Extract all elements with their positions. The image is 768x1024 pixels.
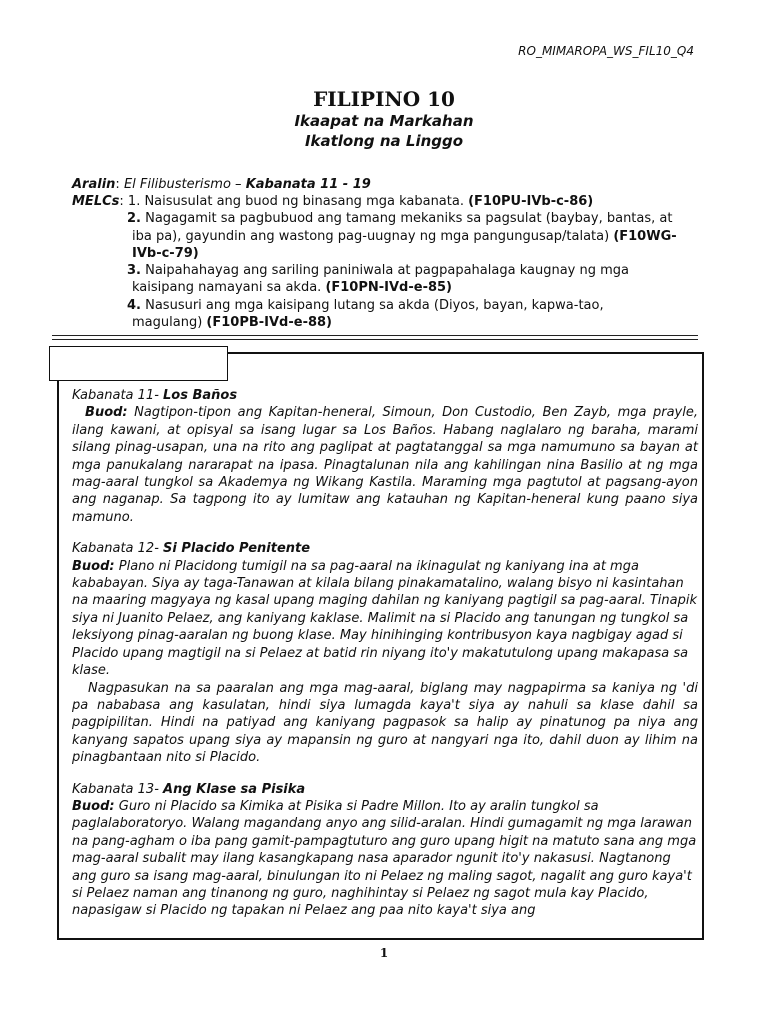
chapter-heading [72,540,698,557]
melc-item-3-cont [72,279,702,296]
melc-item-3 [72,262,702,279]
melc-number: 1. [127,194,141,209]
buod-label: Buod: [72,558,115,574]
page-title: FILIPINO 10 [313,87,455,111]
summary-paragraph [72,680,698,767]
melc-item-2-cont [72,228,702,245]
melcs-block [72,193,702,331]
melc-number: 3. [127,263,141,279]
melc-item-4 [72,297,702,314]
melc-number: 4. [127,297,141,313]
chapter-summary [72,404,698,526]
melc-code: (F10WG- [613,228,677,244]
melcs-label: MELCs [72,194,120,209]
melc-item-4-cont [72,314,702,331]
melc-code: (F10PU-IVb-c-86) [468,194,594,209]
melc-text: Naisusulat ang buod ng binasang mga kabanata. [140,194,469,209]
buod-label: Buod: [72,798,115,814]
aralin-text: El Filibusterismo – [119,177,246,192]
melcs-colon: : [119,194,124,209]
document-code: RO_MIMAROPA_WS_FIL10_Q4 [518,44,694,58]
summary-text: Guro ni Placido sa Kimika at Pisika si Padre Millon. Ito ay aralin tungkol sa paglalaboratoryo. Walang magandang anyo ang silid-aralan. Hindi gumagamit ng mga larawan na pang-agham o iba pang gamit-pampagtuturo ang guro upang higit na matuto sana ang mga mag-aaral subalit may ilang kasangkapang nasa aparador ngunit ito'y nakasusi. Nagtanong ang guro sa isang mag-aaral, binulungan ito ni Pelaez ng maling sagot, nagalit ang guro kaya't si Pelaez naman ang tinanong ng guro, naghihintay si Pelaez ng sagot mula kay Placido, napasigaw si Placido ng tapakan ni Pelaez ang paa nito kaya't siya ang [72,798,697,919]
summary-text: Nagtipon-tipon ang Kapitan-heneral, Simoun, Don Custodio, Ben Zayb, mga prayle, ilang kawani, at opisyal sa isang lugar sa Los Baños. Habang naglalaro ng baraha, marami silang pinag-usapan, una na rito ang paglipat at pagtatanggal sa mga namumuno sa bayan at mga panukalang nararapat na ipasa. Pinagtalunan nila ang kahilingan nina Basilio at ng mga mag-aaral tungkol sa Akademya ng Wikang Kastila. Maraming mga pagtutol at pagsang-ayon ang naganap. Sa tagpong ito ay lumitaw ang katauhan ng Kapitan-heneral kung paano siya mamuno. [72,405,698,525]
melc-text: magulang) [132,315,207,331]
chapter-heading [72,781,698,798]
chapter-summary [72,558,698,680]
melc-item-2-code [72,245,702,262]
divider-line [52,335,698,336]
aralin-colon: : [115,177,120,192]
melc-text: kaisipang namayani sa akda. [132,280,326,296]
melc-text: Nasusuri ang mga kaisipang lutang sa akda (Diyos, bayan, kapwa-tao, [140,297,604,313]
quarter-subtitle: Ikaapat na Markahan [294,112,474,130]
melc-item-1 [72,193,702,210]
aralin-range: Kabanata 11 - 19 [245,177,371,192]
week-subtitle: Ikatlong na Linggo [304,132,464,150]
melc-code: IVb-c-79) [132,245,199,261]
section-label-box [49,346,228,381]
chapter-title: Si Placido Penitente [163,541,311,557]
divider-line [52,339,698,340]
melc-code: (F10PB-IVd-e-88) [206,315,332,331]
melc-code: (F10PN-IVd-e-85) [325,280,452,296]
melc-number: 2. [127,211,141,227]
chapter-prefix: Kabanata 13- [72,781,164,797]
buod-label: Buod: [85,405,128,421]
chapter-summary [72,798,698,920]
melc-text: iba pa), gayundin ang wastong pag-uugnay ng mga pangungusap/talata) [132,228,614,244]
chapter-prefix: Kabanata 11- [72,388,164,403]
melc-text: Nagagamit sa pagbubuod ang tamang mekaniks sa pagsulat (baybay, bantas, at [140,211,673,227]
melc-item-2 [72,210,702,227]
chapter-title: Los Baños [163,388,238,403]
chapter-summaries [72,387,698,920]
aralin-label: Aralin [72,177,116,192]
page-number: 1 [379,946,389,960]
chapter-title: Ang Klase sa Pisika [163,781,306,797]
chapter-heading [72,387,698,404]
aralin-line [72,177,371,192]
chapter-prefix: Kabanata 12- [72,541,164,557]
summary-text: Plano ni Placidong tumigil na sa pag-aaral na ikinagulat ng kaniyang ina at mga kababayan. Siya ay taga-Tanawan at kilala bilang pinakamatalino, walang bisyo ni kasintahan na maaring magyaya ng kasal upang maging dahilan ng kaniyang pagtigil sa pag-aaral. Tinapik siya ni Juanito Pelaez, ang kaniyang kaklase. Malimit na si Placido ang tanungan ng tungkol sa leksiyong pinag-aaralan ng buong klase. May hinihinging kontribusyon kaya nagbigay agad si Placido upang magtigil na si Pelaez at batid rin niyang ito'y makatutulong upang makapasa sa klase. [72,558,698,679]
summary-text: Nagpasukan na sa paaralan ang mga mag-aaral, biglang may nagpapirma sa kaniya ng 'di pa nababasa ang kasulatan, hindi siya lumagda kaya't siya ay nahuli sa klase dahil sa pagpipilitan. Hindi na patiyad ang kaniyang pagpasok sa halip ay pinatunog pa niya ang kanyang sapatos upang siya ay mapansin ng guro at nangyari nga ito, dahil duon ay lihim na pinagbantaan nito si Placido. [72,680,698,766]
melc-text: Naipahahayag ang sariling paniniwala at pagpapahalaga kaugnay ng mga [140,263,629,279]
